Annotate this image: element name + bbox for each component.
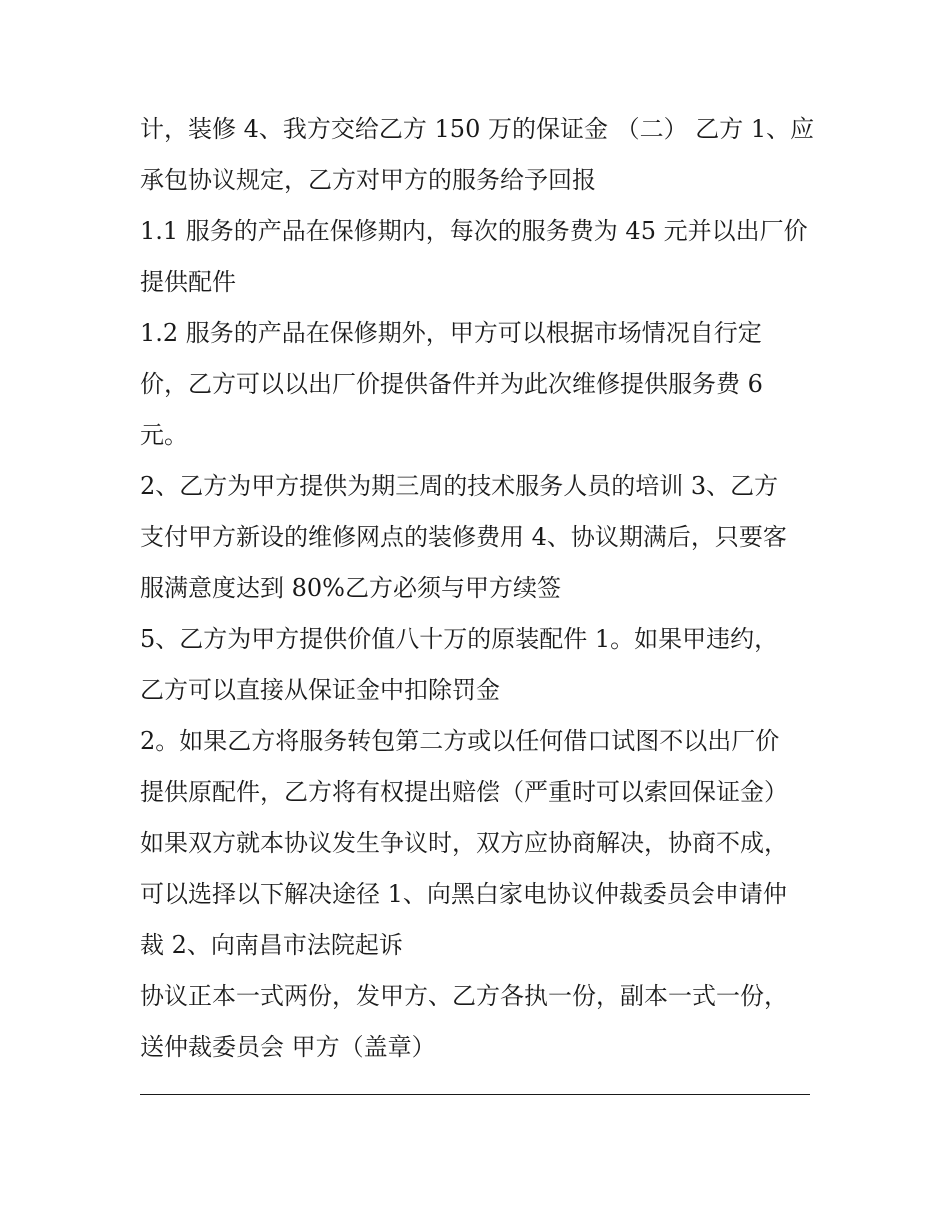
signature-divider-line bbox=[140, 1094, 810, 1095]
body-line-5: 1.2 服务的产品在保修期外，甲方可以根据市场情况自行定 bbox=[140, 319, 762, 347]
body-line-7: 元。 bbox=[140, 421, 188, 449]
body-line-18: 协议正本一式两份，发甲方、乙方各执一份，副本一式一份， bbox=[140, 982, 788, 1010]
body-line-12: 乙方可以直接从保证金中扣除罚金 bbox=[140, 676, 500, 704]
document-body bbox=[140, 104, 815, 1073]
body-line-4: 提供配件 bbox=[140, 268, 236, 296]
body-line-17: 裁 2、向南昌市法院起诉 bbox=[140, 931, 403, 959]
body-line-9: 支付甲方新设的维修网点的装修费用 4、协议期满后，只要客 bbox=[140, 523, 787, 551]
body-line-14: 提供原配件，乙方将有权提出赔偿（严重时可以索回保证金） bbox=[140, 778, 788, 806]
body-line-13: 2。如果乙方将服务转包第二方或以任何借口试图不以出厂价 bbox=[140, 727, 780, 755]
body-line-11: 5、乙方为甲方提供价值八十万的原装配件 1。如果甲违约， bbox=[140, 625, 779, 653]
body-line-1: 计，装修 4、我方交给乙方 150 万的保证金 （二） 乙方 1、应 bbox=[140, 115, 815, 143]
body-line-15: 如果双方就本协议发生争议时，双方应协商解决，协商不成， bbox=[140, 829, 788, 857]
body-line-2: 承包协议规定，乙方对甲方的服务给予回报 bbox=[140, 166, 596, 194]
body-line-19: 送仲裁委员会 甲方（盖章） bbox=[140, 1033, 436, 1061]
body-line-16: 可以选择以下解决途径 1、向黑白家电协议仲裁委员会申请仲 bbox=[140, 880, 787, 908]
body-line-10: 服满意度达到 80%乙方必须与甲方续签 bbox=[140, 574, 561, 602]
body-line-3: 1.1 服务的产品在保修期内，每次的服务费为 45 元并以出厂价 bbox=[140, 217, 808, 245]
body-line-6: 价，乙方可以以出厂价提供备件并为此次维修提供服务费 6 bbox=[140, 370, 763, 398]
body-line-8: 2、乙方为甲方提供为期三周的技术服务人员的培训 3、乙方 bbox=[140, 472, 779, 500]
